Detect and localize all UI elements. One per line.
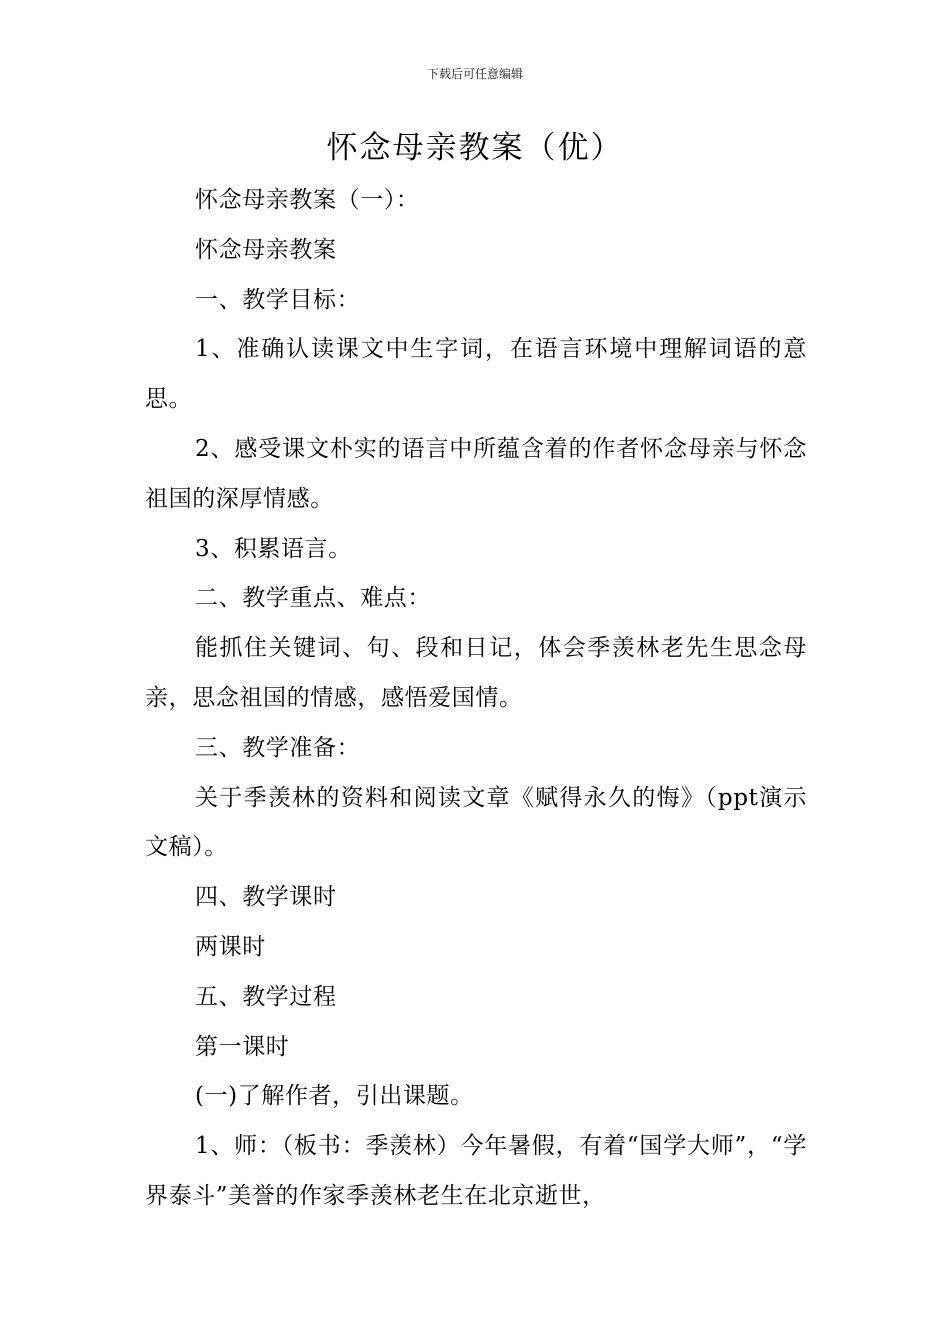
header-note: 下载后可任意编辑 bbox=[426, 67, 523, 81]
paragraph: 两课时 bbox=[195, 933, 266, 960]
paragraph: 2、感受课文朴实的语言中所蕴含着的作者怀念母亲与怀念祖国的深厚情感。 bbox=[145, 435, 807, 512]
paragraph: 怀念母亲教案（一）： bbox=[195, 187, 420, 213]
section-heading: 二、教学重点、难点： bbox=[195, 585, 431, 612]
paragraph: 能抓住关键词、句、段和日记，体会季羡林老先生思念母亲，思念祖国的情感，感悟爱国情。 bbox=[145, 635, 807, 711]
document-title: 怀念母亲教案（优） bbox=[326, 130, 624, 166]
section-heading: 三、教学准备： bbox=[195, 734, 361, 761]
paragraph: (一)了解作者，引出课题。 bbox=[195, 1083, 474, 1110]
paragraph: 3、积累语言。 bbox=[195, 535, 352, 562]
section-heading: 四、教学课时 bbox=[195, 884, 337, 911]
paragraph: 关于季羡林的资料和阅读文章《赋得永久的悔》（ppt演示文稿）。 bbox=[145, 784, 807, 861]
paragraph: 第一课时 bbox=[195, 1033, 290, 1060]
paragraph: 1、师：（板书：季羡林）今年暑假，有着“国学大师”，“学界泰斗”美誉的作家季羡林老生在北京逝世， bbox=[145, 1133, 807, 1209]
document-body bbox=[145, 176, 807, 1222]
paragraph: 怀念母亲教案 bbox=[195, 236, 337, 263]
paragraph: 1、准确认读课文中生字词，在语言环境中理解词语的意思。 bbox=[145, 336, 807, 413]
section-heading: 五、教学过程 bbox=[195, 983, 337, 1010]
section-heading: 一、教学目标： bbox=[195, 286, 361, 313]
